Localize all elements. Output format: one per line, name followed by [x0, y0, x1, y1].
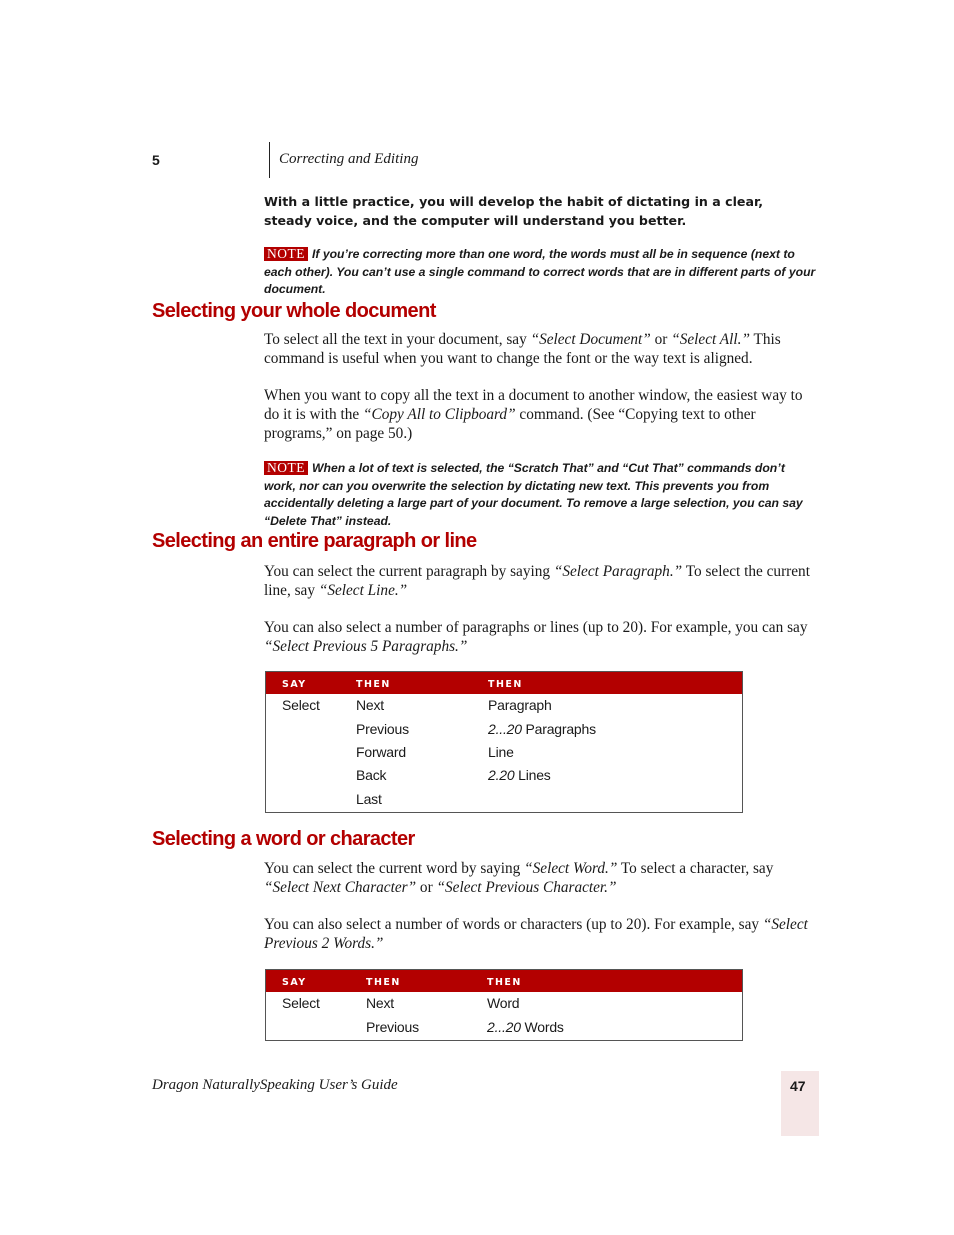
paragraph-select-paragraph: You can select the current paragraph by saying “Select Paragraph.” To select the current line, say “Select Line.”	[264, 563, 810, 599]
cell-then-forward: Forward	[356, 744, 406, 760]
table-header	[266, 672, 742, 694]
paragraph-select-document: To select all the text in your document, say “Select Document” or “Select All.” This command is useful when you want to change the font or the way text is aligned.	[264, 331, 781, 367]
cell-say: Select	[282, 697, 320, 713]
header-then-1: THEN	[356, 679, 391, 690]
cell-lines: 2.20 Lines	[488, 767, 551, 783]
cell-say: Select	[282, 995, 320, 1011]
paragraph-select-word: You can select the current word by saying “Select Word.” To select a character, say “Select Next Character” or “Select Previous Character.”	[264, 860, 774, 896]
cell-paragraph: Paragraph	[488, 697, 552, 713]
chapter-number: 5	[152, 152, 160, 168]
cell-then-next: Next	[366, 995, 394, 1011]
heading-select-whole-document: Selecting your whole document	[152, 300, 436, 322]
paragraph-copy-all: When you want to copy all the text in a document to another window, the easiest way to do it is with the “Copy All to Clipboard” command. (See “Copying text to other programs,” on page 50.)	[264, 387, 803, 442]
command-table-paragraph	[265, 671, 743, 813]
table-header	[266, 970, 742, 992]
heading-select-word-character: Selecting a word or character	[152, 828, 415, 850]
header-say: SAY	[282, 977, 307, 988]
header-then-2: THEN	[487, 977, 522, 988]
chapter-title: Correcting and Editing	[279, 151, 419, 167]
cell-word: Word	[487, 995, 520, 1011]
note-correcting-words	[264, 246, 820, 299]
cell-then-last: Last	[356, 791, 382, 807]
header-say: SAY	[282, 679, 307, 690]
cell-then-next: Next	[356, 697, 384, 713]
note-text: When a lot of text is selected, the “Scratch That” and “Cut That” commands don’t work, nor can you overwrite the selection by dictating new text. This prevents you from accidentally deleting a large part of your document. To remove a large selection, you can say “Delete That” instead.	[264, 461, 803, 528]
header-divider	[269, 142, 270, 178]
cell-line: Line	[488, 744, 514, 760]
note-large-selection	[264, 460, 816, 530]
cell-paragraphs: 2...20 Paragraphs	[488, 721, 596, 737]
paragraph-select-multiple-paragraphs: You can also select a number of paragraphs or lines (up to 20). For example, you can say “Select Previous 5 Paragraphs.”	[264, 619, 808, 655]
header-then-2: THEN	[488, 679, 523, 690]
heading-select-paragraph-line: Selecting an entire paragraph or line	[152, 530, 477, 552]
header-then-1: THEN	[366, 977, 401, 988]
cell-then-back: Back	[356, 767, 387, 783]
cell-then-previous: Previous	[356, 721, 409, 737]
paragraph-select-multiple-words: You can also select a number of words or characters (up to 20). For example, say “Select Previous 2 Words.”	[264, 916, 808, 952]
note-text: If you’re correcting more than one word, the words must all be in sequence (next to each other). You can’t use a single command to correct words that are in different parts of your document.	[264, 247, 816, 296]
book-title: Dragon NaturallySpeaking User’s Guide	[152, 1077, 398, 1093]
cell-words: 2...20 Words	[487, 1019, 564, 1035]
note-tag: NOTE	[264, 247, 308, 261]
note-tag: NOTE	[264, 461, 308, 475]
intro-tip: With a little practice, you will develop the habit of dictating in a clear, steady voice, and the computer will understand you better.	[264, 194, 764, 228]
page-number: 47	[790, 1078, 806, 1094]
cell-then-previous: Previous	[366, 1019, 419, 1035]
command-table-word	[265, 969, 743, 1041]
